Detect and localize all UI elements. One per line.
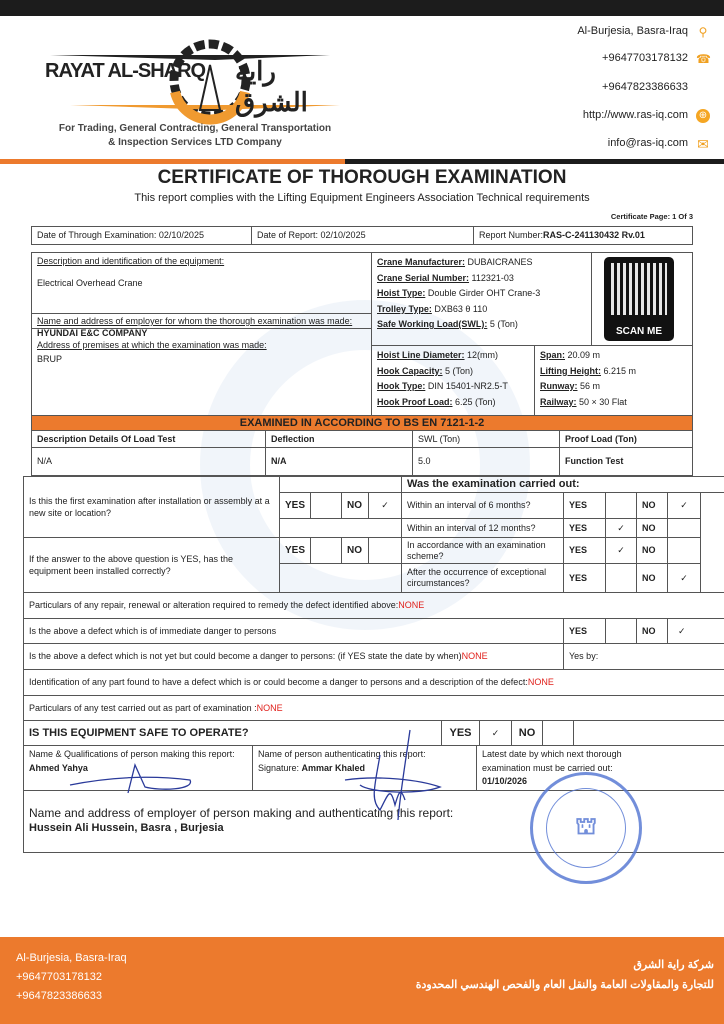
spec-value: Double Girder OHT Crane-3 [425, 288, 541, 298]
spec-row [540, 348, 687, 364]
equipment-desc-value: Electrical Overhead Crane [37, 278, 143, 289]
interval-6-months: Within an interval of 6 months? [401, 492, 564, 519]
spec-row [540, 364, 687, 380]
spec-value: DUBAICRANES [465, 257, 533, 267]
footer-phone-1: +9647703178132 [16, 971, 102, 983]
q2-yes-label: YES [279, 537, 311, 564]
deflection-value: N/A [265, 447, 413, 476]
blank-cell [279, 476, 402, 493]
footer-contact [16, 949, 127, 1006]
spec-label: Crane Manufacturer: [377, 257, 466, 267]
footer-name-ar: شركة راية الشرق [633, 959, 714, 971]
header-phone-2: +9647823386633 [602, 81, 688, 93]
logo-text-ar: راية الشرق [235, 56, 308, 117]
spec-value: 12(mm) [464, 350, 499, 360]
safe-no-checkbox[interactable] [542, 720, 574, 746]
identification-value: NONE [527, 677, 554, 688]
premises-value: BRUP [37, 354, 63, 365]
logo-text: RAYAT AL-SHARQ [45, 60, 206, 82]
test-value: NONE [256, 702, 283, 713]
spec-label: Crane Serial Number: [377, 272, 470, 283]
report-number-label: Report Number: [479, 230, 544, 241]
spec-value: 50 × 30 Flat [576, 396, 627, 407]
interval-no-label: NO [636, 492, 668, 519]
next-exam-date: 01/10/2026 [482, 776, 528, 786]
stamp-derrick-icon: ⛫ [546, 788, 626, 868]
top-bar [0, 0, 724, 16]
swl-value: 5.0 [412, 447, 560, 476]
standard-banner: EXAMINED IN ACCORDING TO BS EN 7121-1-2 [31, 415, 693, 431]
interval-no-checkbox[interactable] [667, 518, 701, 538]
interval-no-checkbox[interactable]: ✓ [667, 563, 701, 593]
spec-label: Hook Proof Load: [377, 396, 453, 407]
danger-no-label: NO [636, 618, 668, 644]
q1-yes-label: YES [279, 492, 311, 519]
spec-value: 6.25 (Ton) [452, 396, 496, 407]
immediate-danger-label: Is the above a defect which is of immediate danger to persons [23, 618, 564, 644]
spec-label: Hoist Type: [377, 288, 426, 298]
deflection-header: Deflection [265, 430, 413, 448]
swl-header: SWL (Ton) [412, 430, 560, 448]
spec-value: 112321-03 [469, 272, 514, 283]
q1-no-label: NO [341, 492, 369, 519]
crane-specs [371, 252, 592, 346]
interval-yes-label: YES [563, 518, 606, 538]
authenticator-signature [340, 725, 450, 825]
interval-no-label: NO [636, 518, 668, 538]
interval-yes-checkbox[interactable] [605, 563, 637, 593]
installed-correctly-question: If the answer to the above question is YES, has the equipment been installed correctly? [23, 537, 280, 593]
qr-label: SCAN ME [615, 325, 663, 337]
danger-no-checkbox[interactable]: ✓ [667, 618, 724, 644]
divider-orange [0, 159, 345, 164]
not-yet-danger-row [23, 643, 564, 670]
dimension-specs [534, 345, 693, 416]
interval-no-label: NO [636, 563, 668, 593]
interval-no-checkbox[interactable] [667, 537, 701, 564]
location-pin-icon: ⚲ [698, 25, 708, 39]
auth-name: Ammar Khaled [301, 762, 366, 773]
interval-yes-checkbox[interactable]: ✓ [605, 518, 637, 538]
interval-yes-label: YES [563, 563, 606, 593]
safe-yes-label: YES [441, 720, 480, 746]
page-info: Certificate Page: 1 Of 3 [610, 212, 693, 221]
repair-label: Particulars of any repair, renewal or alteration required to remedy the defect identified above: [29, 600, 399, 611]
maker-signature [60, 755, 200, 800]
spec-row [377, 364, 529, 380]
first-exam-question: Is this the first examination after installation or assembly at a new site or location? [23, 476, 280, 538]
page-title: CERTIFICATE OF THOROUGH EXAMINATION [157, 167, 567, 188]
spec-label: Hoist Line Diameter: [377, 350, 465, 360]
qr-cell [591, 252, 693, 346]
next-exam-label: Latest date by which next thorough examination must be carried out: [482, 749, 622, 773]
q1-yes-checkbox[interactable] [310, 492, 342, 519]
interval-yes-label: YES [563, 537, 606, 564]
inspector-employer-label: Name and address of employer of person making and authenticating this report: [29, 806, 454, 820]
interval-yes-checkbox[interactable] [605, 492, 637, 519]
interval-yes-checkbox[interactable]: ✓ [605, 537, 637, 564]
inspector-employer-value: Hussein Ali Hussein, Basra , Burjesia [29, 822, 224, 835]
spec-label: Span: [540, 350, 566, 360]
report-date: Date of Report: 02/10/2025 [251, 226, 474, 245]
safe-no-label: NO [511, 720, 543, 746]
spec-row [377, 255, 586, 271]
phone-icon: ☎ [696, 52, 711, 66]
blank-cell [279, 518, 402, 538]
mail-icon: ✉ [697, 136, 709, 152]
spec-row [540, 379, 687, 395]
q1-no-checkbox[interactable]: ✓ [368, 492, 402, 519]
q2-no-checkbox[interactable] [368, 537, 402, 564]
test-row [23, 695, 724, 721]
spec-value: DIN 15401-NR2.5-T [425, 381, 508, 391]
divider-black [345, 159, 724, 164]
footer-arabic [416, 955, 714, 995]
globe-icon: ⊕ [696, 109, 710, 123]
spec-value: 5 (Ton) [442, 365, 474, 376]
carried-out-header: Was the examination carried out: [401, 476, 724, 493]
interval-exceptional: After the occurrence of exceptional circumstances? [401, 563, 564, 593]
auth-sig-label: Signature: [258, 762, 302, 773]
spec-row [377, 317, 586, 333]
not-yet-label: Is the above a defect which is not yet but could become a danger to persons: (if YES state the date by when) [29, 651, 462, 662]
maker-name: Ahmed Yahya [29, 762, 88, 773]
qr-pattern-icon [611, 263, 667, 315]
employer-value: HYUNDAI E&C COMPANY [37, 328, 148, 339]
header-address: Al-Burjesia, Basra-Iraq [577, 25, 688, 37]
repair-value: NONE [398, 600, 425, 611]
spec-label: Hook Capacity: [377, 365, 443, 376]
tagline-line-2: & Inspection Services LTD Company [108, 137, 282, 148]
safe-to-operate-label: IS THIS EQUIPMENT SAFE TO OPERATE? [23, 720, 442, 746]
header-phone-1: +9647703178132 [602, 52, 688, 64]
spec-row [377, 302, 586, 318]
header-email[interactable]: info@ras-iq.com [607, 137, 688, 149]
company-tagline [30, 122, 360, 150]
spec-value: DXB63 θ 110 [431, 303, 488, 314]
employer-info [31, 313, 372, 416]
qr-code[interactable] [604, 257, 674, 341]
danger-yes-checkbox[interactable] [605, 618, 637, 644]
proof-load-value: Function Test [559, 447, 693, 476]
q2-no-label: NO [341, 537, 369, 564]
blank-cell [279, 563, 402, 593]
blank-cell [700, 476, 724, 593]
spec-row [377, 379, 529, 395]
spec-label: Trolley Type: [377, 303, 432, 314]
spec-value: 5 (Ton) [487, 319, 518, 329]
exam-date: Date of Through Examination: 02/10/2025 [31, 226, 252, 245]
safe-yes-checkbox[interactable]: ✓ [479, 720, 512, 746]
interval-scheme: In accordance with an examination scheme? [401, 537, 564, 564]
spec-value: 6.215 m [600, 365, 637, 376]
auth-label: Name of person authenticating this report: [258, 749, 426, 759]
spec-label: Railway: [540, 396, 577, 407]
spec-row [377, 395, 529, 411]
premises-label: Address of premises at which the examination was made: [37, 340, 267, 351]
employer-label: Name and address of employer for whom the thorough examination was made: [37, 316, 353, 326]
test-label: Particulars of any test carried out as part of examination : [29, 702, 257, 713]
spec-label: Safe Working Load(SWL): [377, 319, 488, 329]
maker-label: Name & Qualifications of person making this report: [29, 749, 235, 759]
spec-value: 20.09 m [565, 350, 601, 360]
spec-row [377, 348, 529, 364]
not-yet-value: NONE [461, 651, 488, 662]
q2-yes-checkbox[interactable] [310, 537, 342, 564]
danger-yes-label: YES [563, 618, 606, 644]
tagline-line-1: For Trading, General Contracting, General Transportation [58, 123, 332, 134]
spec-label: Hook Type: [377, 381, 426, 391]
company-stamp [530, 772, 642, 884]
repair-row [23, 592, 724, 619]
footer-address: Al-Burjesia, Basra-Iraq [16, 952, 127, 964]
interval-12-months: Within an interval of 12 months? [401, 518, 564, 538]
spec-row [377, 271, 586, 287]
load-test-value: N/A [31, 447, 266, 476]
yes-by-field: Yes by: [563, 643, 724, 670]
interval-no-label: NO [636, 537, 668, 564]
hook-specs [371, 345, 535, 416]
load-test-header: Description Details Of Load Test [31, 430, 266, 448]
identification-row [23, 669, 724, 696]
equipment-desc-label: Description and identification of the equipment: [37, 256, 225, 266]
interval-yes-label: YES [563, 492, 606, 519]
spec-label: Runway: [540, 381, 578, 391]
blank-cell [573, 720, 724, 746]
spec-row [540, 395, 687, 411]
identification-label: Identification of any part found to have a defect which is or could become a danger to persons and a description of the defect: [29, 677, 528, 688]
interval-no-checkbox[interactable]: ✓ [667, 492, 701, 519]
footer-phone-2: +9647823386633 [16, 990, 102, 1002]
company-logo [40, 30, 350, 130]
report-number-value: RAS-C-241130432 Rv.01 [543, 230, 645, 241]
report-number [473, 226, 693, 245]
spec-row [377, 286, 586, 302]
footer-desc-ar: للتجارة والمقاولات العامة والنقل العام والفحص الهندسي المحدودة [415, 979, 714, 991]
proof-load-header: Proof Load (Ton) [559, 430, 693, 448]
spec-label: Lifting Height: [540, 365, 601, 376]
spec-value: 56 m [577, 381, 601, 391]
header-website[interactable]: http://www.ras-iq.com [582, 109, 688, 121]
page-subtitle: This report complies with the Lifting Equipment Engineers Association Technical requirements [134, 192, 590, 204]
footer [0, 937, 724, 1024]
